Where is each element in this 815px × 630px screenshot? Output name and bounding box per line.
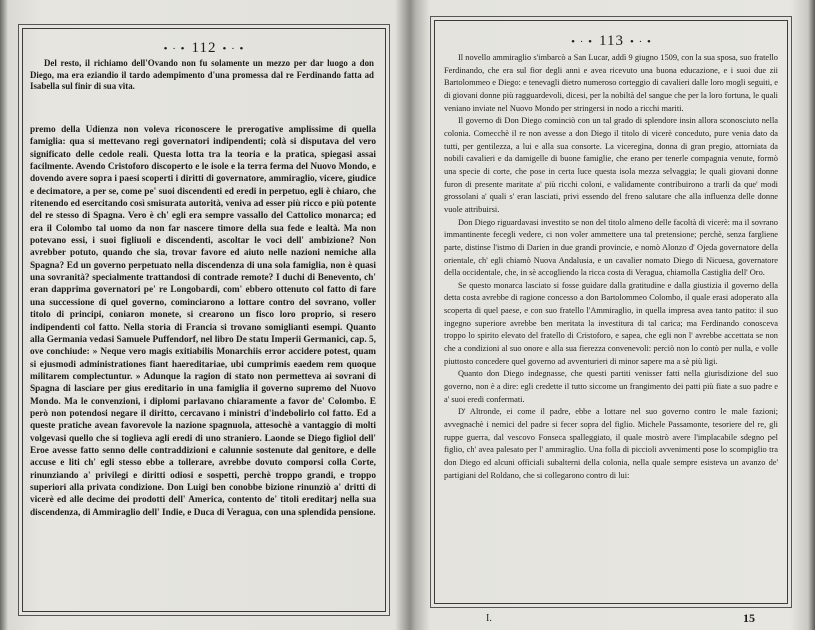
paragraph: Il governo di Don Diego cominciò con un tal grado di splendore insin allora sconosciuto nella colonia. Comecchè il re non avesse a don Diego il titolo di vicerè conceduto, pure venia dato da tutti, per gentilezza, a lui e alla sua consorte. La viceregina, donna di gran pregio, attorniata da nobili cavalieri e da damigelle di buone famiglie, che erano per tenerle compagnia venute, formò una specie di corte, che pose in certa luce questa isola mezza selvaggia; le quali giovani donne furon di presente maritate a' più ricchi coloni, e validamente contribuirono a trarli da que' modi grossolani a' quali s' eran lasciati, privi essendo del freno salutare che alla influenza delle donne vuole attribuirsi. bbox=[444, 116, 778, 214]
right-page-number: 113 bbox=[599, 33, 624, 49]
paragraph: Quanto don Diego indegnasse, che questi partiti venisser fatti nella giurisdizione del suo governo, non è a dire: egli credette il tutto siccome un frangimento dei patti più fiate a suo padre e a' suoi eredi confermati. bbox=[444, 369, 778, 404]
header-ornament-right: • · • bbox=[222, 43, 245, 55]
right-body-text bbox=[444, 52, 778, 482]
right-page-header bbox=[408, 33, 815, 50]
header-ornament-left: • · • bbox=[163, 43, 186, 55]
paragraph: D' Altronde, ei come il padre, ebbe a lottare nel suo governo contro le male fazioni; avvegnachè i nemici del padre si fecer sopra del figlio. Michele Passamonte, tesoriere del re, gli ruppe guerra, dal vescovo Fonseca spalleggiato, il quale mostrò avere l'implacabile sdegno pel figlio, ch' avea palesato per l' ammiraglio. Una folla di piccioli avvenimenti pose lo scompiglio tra don Diego ed alcuni officiali subalterni della colonia, nella quale sempre esisteva un avanzo de' partigiani del Roldano, che si collegarono contro di lui: bbox=[444, 407, 778, 480]
lead-text: Del resto, il richiamo dell'Ovando non fu solamente un mezzo per dar luogo a don Diego, ma era eziandio il tardo adempimento d'una promessa dal re Ferdinando fatta ad Isabella sul finir di sua vita. bbox=[30, 58, 374, 92]
paragraph: Don Diego riguardavasi investito se non del titolo almeno delle facoltà di vicerè: ma il sovrano immantinente fecegli vedere, ci non voler ammettere una tal pretensione; perchè, senza fargliene parte, distinse l'istmo di Darien in due grandi provincie, e nomò Alonzo d' Ojeda governatore della orientale, ch' egli chiamò Nuova Andalusia, e un cavalier nomato Diego di Nicuesa, governatore della occidentale, che, in sè accogliendo la ricca costa di Veragua, chiamolla Castiglia dell' Oro. bbox=[444, 217, 778, 278]
header-ornament-left: • · • bbox=[571, 36, 594, 48]
right-page bbox=[408, 0, 815, 630]
left-body-text bbox=[30, 124, 376, 519]
left-page-number: 112 bbox=[191, 40, 217, 56]
sheet-number: 15 bbox=[743, 611, 755, 625]
left-page-header bbox=[0, 40, 408, 57]
paragraph: Se questo monarca lasciato si fosse guidare dalla gratitudine e dalla giustizia il governo della detta costa avrebbe di ragione concesso a don Bartolommeo Colombo, il quale erasi adoperato alla scoperta di quel paese, e con suo fratello l'Ammiraglio, in quella impresa avea tanto patito: il suo ingegno superiore avrebbe ben meritata la investitura di tal carica; ma Ferdinando conosceva troppo lo spirito elevato del fratello di Cristoforo, e sapea, che egli non l' avrebbe accettata se non che a condizioni al suo onore e alla sua fierezza convenevoli: perciò non lo contò per nulla, e volle piuttosto concedere quel governo ad avventurieri di minor sapere ma a sè più ligi. bbox=[444, 280, 778, 366]
body-text: premo della Udienza non voleva riconoscere le prerogative amplissime di quella famiglia: qua si mettevano regi governatori indipendenti; colà si disputava del vero significato delle cedole reali. Questa lotta tra la teoria e la pratica, spiegasi assai facilmente. Avendo Cristoforo discoperto e le isole e la terra ferma del Nuovo Mondo, e dovendo avere sopra i paesi scoperti i diritti di governatore, ammiraglio, vicere, giudice e decimatore, a per se, come pe' suoi discendenti ed eredi in perpetuo, egli è chiaro, che ritenendo ed esercitando così smisurata autorità, veniva ad esser più ricco e più potente del re stesso di Spagna. Vero è ch' egli era sempre vassallo del Cattolico monarca; ed era il Colombo tal uomo da non far nascere timore della sua fede e lealtà. Ma non potevano essi, i suoi figliuoli e discendenti, ascoltar le voci dell' ambizione? Non avrebber potuto, quando che sia, trovar favore ed aiuto nelle nazioni nemiche alla Spagna? Ed un governo perpetuato nella discendenza di una sola famiglia, non è quasi una sovranità? specialmente trattandosi di contrade remote? I duchi di Benevento, ch' eran dapprima governatori pe' re Longobardi, com' ebbero ottenuto col fatto di fare una successione di quel governo, cominciarono a lottare contro del sovrano, voller titolo di principi, coniaron monete, si crearono un fisco loro proprio, si resero indipendenti col fatto. Nella storia di Francia si trovano somiglianti esempi. Quanto alla Germania vedasi Samuele Puffendorf, nel libro De statu Imperii Germanici, cap. 5, ove conchiude: » Neque vero magis exitiabilis Monarchiis error accidere potest, quam si ejusmodi administrationes fiant haereditariae, ubi cumprimis eaedem rem quoque militarem complectuntur. » Adunque la ragion di stato non permetteva ai sovrani di Spagna di lasciare per gius ereditario in una famiglia il governo supremo del Nuovo Mondo. Ma le convenzioni, i diplomi parlavano chiaramente a favor de' Colombo. E però non potendosi negare il diritto, cercavano i ministri d'indebolirlo col fatto. Ed a queste pratiche avean favorevole la nazione spagnuola, attesochè a vantaggio di molti volgevasi quello che si toglieva agli eredi di uno straniero. Laonde se Diego figliol dell' Eroe avesse fatto senno delle contraddizioni e calunnie sostenute dal genitore, e delle accuse e liti ch' egli stesso ebbe a tollerare, avrebbe dovuto comporsi colla Corte, rinunziando a' privilegi e diritti odiosi e sospetti, perchè troppo grandi, e troppo superiori alla privata condizione. Don Luigi ben conobbe bizione rinunziò a' dritti di vicerè ed alle decime dei prodotti dell' America, contento de' titoli ereditarj nella sua discendenza, di Ammiraglio dell' Indie, e Duca di Veragua, con una splendida pensione. bbox=[30, 125, 376, 518]
signature-mark: I. bbox=[486, 613, 492, 624]
paragraph: Il novello ammiraglio s'imbarcò a San Lucar, addì 9 giugno 1509, con la sua sposa, suo fratello Ferdinando, che era sul fior degli anni e avea ricevuto una buona educazione, e i suoi due zii Bartolommeo e Diego: e tenevagli dietro numeroso corteggio di cavalieri dalle loro mogli seguiti, e di giovani donne più ragguardevoli, dicesi, per la nobiltà del sangue che per la loro fortuna, le quali veniano inviate nel Nuovo Mondo per stringersi in nodo a ricchi mariti. bbox=[444, 53, 778, 113]
header-ornament-right: • · • bbox=[629, 36, 652, 48]
left-lead-paragraph bbox=[30, 58, 374, 93]
